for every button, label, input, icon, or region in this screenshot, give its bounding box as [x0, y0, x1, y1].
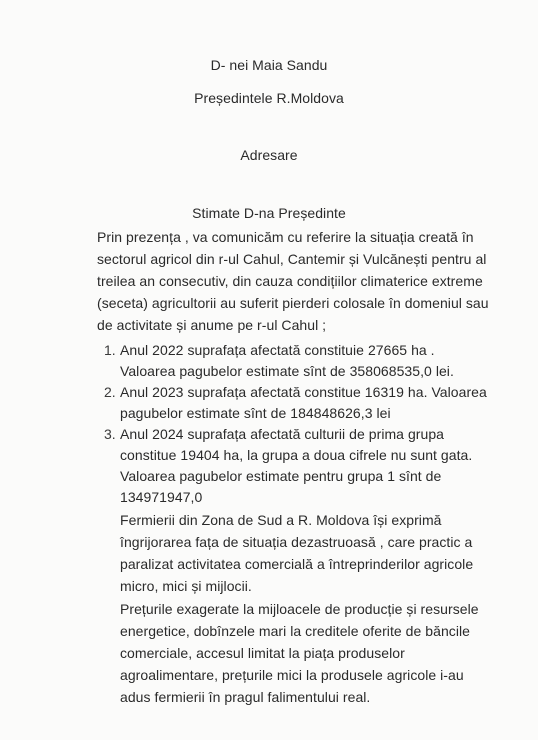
- list-item-number: 3.: [104, 426, 116, 442]
- list-item-number: 1.: [104, 342, 116, 358]
- list-item-number: 2.: [104, 384, 116, 400]
- list-item-line: pagubelor estimate sînt de 184848626,3 lei: [120, 405, 391, 421]
- paragraph-line: îngrijorarea fața de situația dezastruoasă , care practic a: [120, 534, 473, 550]
- paragraph-line: energetice, dobînzele mari la creditele oferite de băncile: [120, 623, 470, 639]
- list-item-line: Anul 2024 suprafața afectată culturii de prima grupa: [120, 426, 445, 442]
- subject-heading: Adresare: [240, 147, 298, 163]
- paragraph-line: paralizat activitatea comercială a întreprinderilor agricole: [120, 556, 474, 572]
- recipient-name: D- nei Maia Sandu: [210, 57, 328, 73]
- intro-line: de activitate și anume pe r-ul Cahul ;: [97, 317, 327, 333]
- list-item-line: Anul 2022 suprafața afectată constituie 27665 ha .: [120, 342, 435, 358]
- intro-line: (seceta) agricultorii au suferit pierderi colosale în domeniul sau: [97, 295, 489, 311]
- list-item-line: Valoarea pagubelor estimate sînt de 358068535,0 lei.: [120, 363, 454, 379]
- intro-line: Prin prezența , va comunicăm cu referire la situația creată în: [97, 229, 474, 245]
- paragraph-line: micro, mici și mijlocii.: [120, 578, 252, 594]
- paragraph-line: comerciale, accesul limitat la piața produselor: [120, 645, 405, 661]
- paragraph-line: Fermierii din Zona de Sud a R. Moldova își exprimă: [120, 512, 442, 528]
- salutation: Stimate D-na Președinte: [192, 205, 346, 221]
- list-item-line: 134971947,0: [120, 489, 203, 505]
- paragraph-line: agroalimentare, prețurile mici la produsele agricole i-au: [120, 667, 464, 683]
- recipient-title: Președintele R.Moldova: [194, 90, 344, 106]
- intro-line: treilea an consecutiv, din cauza condițiilor climaterice extreme: [97, 273, 483, 289]
- paragraph-line: Prețurile exagerate la mijloacele de producție și resursele: [120, 601, 479, 617]
- intro-line: sectorul agricol din r-ul Cahul, Cantemir și Vulcănești pentru al: [97, 251, 487, 267]
- paragraph-line: adus fermierii în pragul falimentului real.: [120, 689, 371, 705]
- list-item-line: Valoarea pagubelor estimate pentru grupa 1 sînt de: [120, 468, 442, 484]
- list-item-line: Anul 2023 suprafața afectată constitue 16319 ha. Valoarea: [120, 384, 487, 400]
- list-item-line: constitue 19404 ha, la grupa a doua cifrele nu sunt gata.: [120, 447, 473, 463]
